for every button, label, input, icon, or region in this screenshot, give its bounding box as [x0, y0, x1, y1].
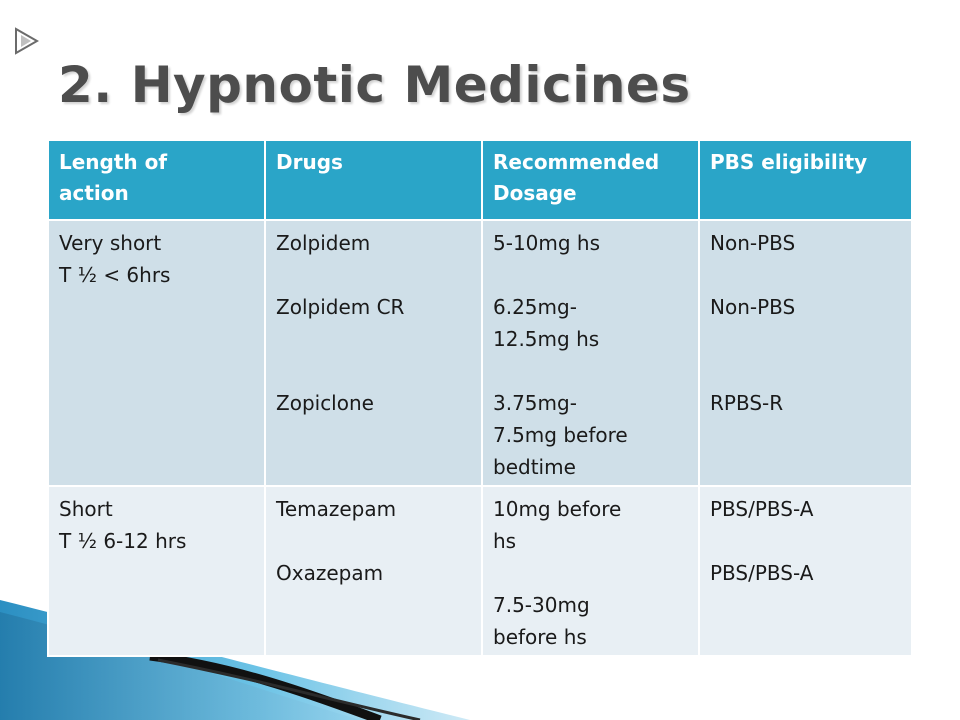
- hypnotic-medicines-table: [47, 139, 913, 657]
- cell-pbs-eligibility: Non-PBS Non-PBS RPBS-R: [699, 220, 912, 486]
- arrow-bullet-icon: [12, 26, 42, 56]
- header-recommended-dosage: Recommended Dosage: [482, 140, 699, 220]
- header-length-of-action: Length of action: [48, 140, 265, 220]
- header-drugs: Drugs: [265, 140, 482, 220]
- cell-recommended-dosage: 5-10mg hs 6.25mg- 12.5mg hs 3.75mg- 7.5mg before bedtime: [482, 220, 699, 486]
- cell-length-of-action: Short T ½ 6-12 hrs: [48, 486, 265, 656]
- header-pbs-eligibility: PBS eligibility: [699, 140, 912, 220]
- table-header-row: [48, 140, 912, 220]
- table-row: [48, 486, 912, 656]
- cell-drugs: Zolpidem Zolpidem CR Zopiclone: [265, 220, 482, 486]
- page-title: 2. Hypnotic Medicines: [58, 56, 691, 114]
- cell-length-of-action: Very short T ½ < 6hrs: [48, 220, 265, 486]
- cell-recommended-dosage: 10mg before hs 7.5-30mg before hs: [482, 486, 699, 656]
- cell-drugs: Temazepam Oxazepam: [265, 486, 482, 656]
- cell-pbs-eligibility: PBS/PBS-A PBS/PBS-A: [699, 486, 912, 656]
- table-row: [48, 220, 912, 486]
